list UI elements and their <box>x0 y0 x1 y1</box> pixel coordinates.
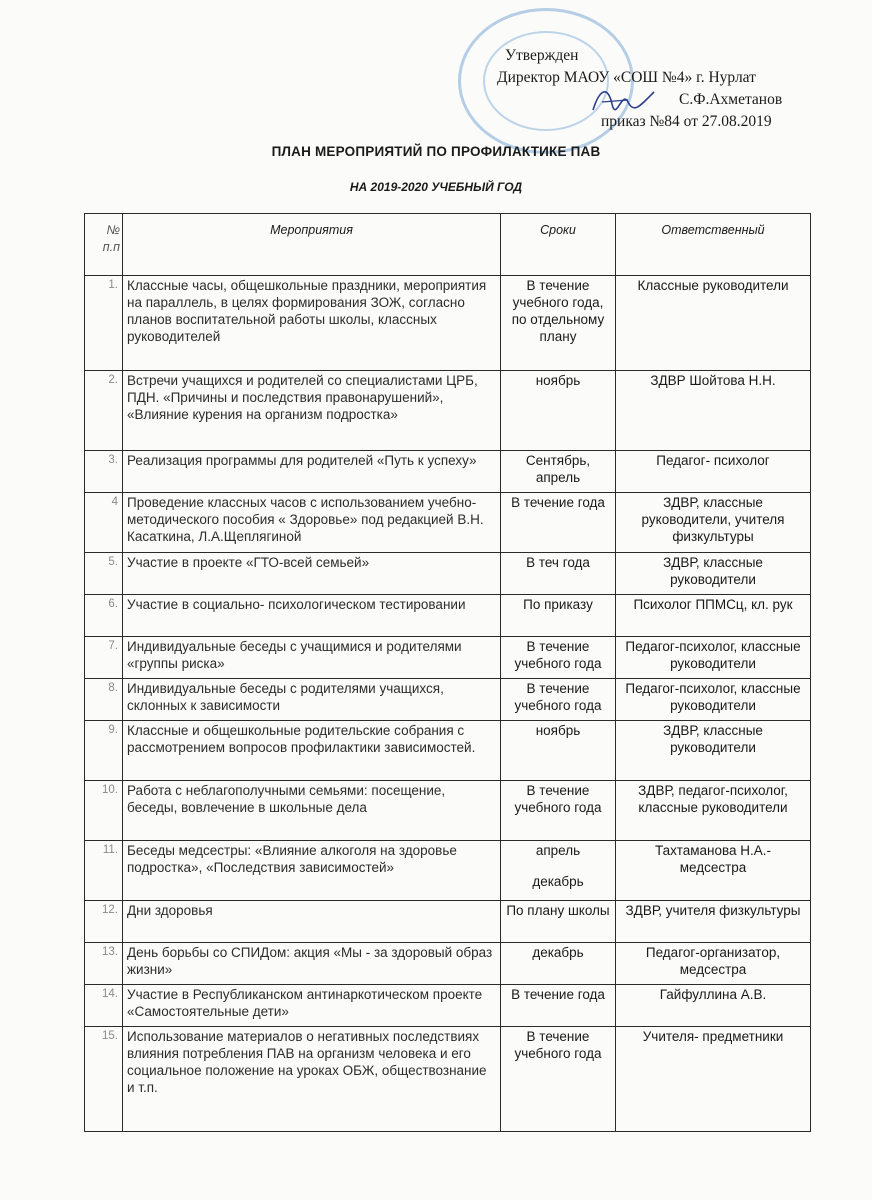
row-term: В течение учебного года <box>501 637 616 679</box>
row-term: Сентябрь, апрель <box>501 451 616 493</box>
document-title: ПЛАН МЕРОПРИЯТИЙ ПО ПРОФИЛАКТИКЕ ПАВ <box>271 144 601 159</box>
row-number: 9. <box>85 721 123 781</box>
table-row <box>85 595 811 637</box>
document-subtitle: НА 2019-2020 УЧЕБНЫЙ ГОД <box>349 180 523 194</box>
row-responsible: ЗДВР, учителя физкультуры <box>616 901 811 943</box>
row-responsible: Психолог ППМСц, кл. рук <box>616 595 811 637</box>
row-activity: Участие в социально- психологическом тестировании <box>123 595 501 637</box>
row-term: ноябрь <box>501 371 616 451</box>
row-term: В течение года <box>501 493 616 553</box>
column-header-term: Сроки <box>501 214 616 276</box>
row-activity: Классные и общешкольные родительские собрания с рассмотрением вопросов профилактики зависимостей. <box>123 721 501 781</box>
row-term <box>501 841 616 901</box>
row-number: 11. <box>85 841 123 901</box>
table-row <box>85 781 811 841</box>
row-number: 14. <box>85 985 123 1027</box>
table-row <box>85 451 811 493</box>
row-responsible: ЗДВР, классные руководители, учителя физкультуры <box>616 493 811 553</box>
row-activity: Проведение классных часов с использованием учебно- методического пособия « Здоровье» под редакцией В.Н. Касаткина, Л.А.Щеплягиной <box>123 493 501 553</box>
row-activity: Дни здоровья <box>123 901 501 943</box>
row-term: В течение года <box>501 985 616 1027</box>
row-term: По приказу <box>501 595 616 637</box>
row-number: 3. <box>85 451 123 493</box>
table-row <box>85 637 811 679</box>
row-number: 8. <box>85 679 123 721</box>
row-activity: Использование материалов о негативных последствиях влияния потребления ПАВ на организм человека и его социальное положение на уроках ОБЖ, обществознание и т.п. <box>123 1027 501 1132</box>
table-row <box>85 985 811 1027</box>
row-number: 1. <box>85 276 123 371</box>
row-number: 15. <box>85 1027 123 1132</box>
row-term: В течение учебного года <box>501 1027 616 1132</box>
row-responsible: Тахтаманова Н.А.- медсестра <box>616 841 811 901</box>
row-responsible: Педагог-психолог, классные руководители <box>616 679 811 721</box>
row-responsible: Классные руководители <box>616 276 811 371</box>
row-responsible: ЗДВР, педагог-психолог, классные руководители <box>616 781 811 841</box>
row-activity: Встречи учащихся и родителей со специалистами ЦРБ, ПДН. «Причины и последствия правонарушений», «Влияние курения на организм подростка» <box>123 371 501 451</box>
row-responsible: ЗДВР, классные руководители <box>616 553 811 595</box>
row-activity: Участие в Республиканском антинаркотическом проекте «Самостоятельные дети» <box>123 985 501 1027</box>
row-responsible: Педагог- психолог <box>616 451 811 493</box>
table-row <box>85 943 811 985</box>
column-header-activity: Мероприятия <box>123 214 501 276</box>
column-header-number: № п.п <box>85 214 123 276</box>
row-activity: Работа с неблагополучными семьями: посещение, беседы, вовлечение в школьные дела <box>123 781 501 841</box>
table-header-row <box>85 214 811 276</box>
row-activity: День борьбы со СПИДом: акция «Мы - за здоровый образ жизни» <box>123 943 501 985</box>
approval-heading: Утвержден <box>505 47 579 64</box>
row-term-second: декабрь <box>532 874 584 889</box>
row-responsible: ЗДВР Шойтова Н.Н. <box>616 371 811 451</box>
table-row <box>85 721 811 781</box>
table-row <box>85 553 811 595</box>
table-row <box>85 679 811 721</box>
row-number: 5. <box>85 553 123 595</box>
row-term: В течение учебного года, по отдельному плану <box>501 276 616 371</box>
row-responsible: Педагог-организатор, медсестра <box>616 943 811 985</box>
row-number: 4 <box>85 493 123 553</box>
row-activity: Индивидуальные беседы с учащимися и родителями «группы риска» <box>123 637 501 679</box>
table-row <box>85 493 811 553</box>
row-number: 13. <box>85 943 123 985</box>
row-term: В течение учебного года <box>501 679 616 721</box>
approval-block <box>495 45 825 133</box>
table-row <box>85 276 811 371</box>
row-term: В теч года <box>501 553 616 595</box>
approval-order: приказ №84 от 27.08.2019 <box>601 113 772 130</box>
row-number: 10. <box>85 781 123 841</box>
row-activity: Беседы медсестры: «Влияние алкоголя на здоровье подростка», «Последствия зависимостей» <box>123 841 501 901</box>
approval-director: Директор МАОУ «СОШ №4» г. Нурлат <box>497 69 756 86</box>
column-header-responsible: Ответственный <box>616 214 811 276</box>
approval-name: С.Ф.Ахметанов <box>679 91 783 108</box>
row-responsible: ЗДВР, классные руководители <box>616 721 811 781</box>
row-activity: Индивидуальные беседы с родителями учащихся, склонных к зависимости <box>123 679 501 721</box>
row-term: декабрь <box>501 943 616 985</box>
term-gap <box>505 859 611 873</box>
activities-table <box>84 213 811 1132</box>
table-row <box>85 371 811 451</box>
row-activity: Классные часы, общешкольные праздники, мероприятия на параллель, в целях формирования ЗОЖ, согласно планов воспитательной работы школы, классных руководителей <box>123 276 501 371</box>
row-term: По плану школы <box>501 901 616 943</box>
table-row <box>85 841 811 901</box>
row-number: 12. <box>85 901 123 943</box>
table-row <box>85 1027 811 1132</box>
row-number: 2. <box>85 371 123 451</box>
row-number: 6. <box>85 595 123 637</box>
row-responsible: Педагог-психолог, классные руководители <box>616 637 811 679</box>
table-row <box>85 901 811 943</box>
row-term-first: апрель <box>535 843 581 858</box>
row-activity: Реализация программы для родителей «Путь к успеху» <box>123 451 501 493</box>
row-activity: Участие в проекте «ГТО-всей семьей» <box>123 553 501 595</box>
row-responsible: Гайфуллина А.В. <box>616 985 811 1027</box>
row-term: ноябрь <box>501 721 616 781</box>
row-number: 7. <box>85 637 123 679</box>
row-responsible: Учителя- предметники <box>616 1027 811 1132</box>
row-term: В течение учебного года <box>501 781 616 841</box>
